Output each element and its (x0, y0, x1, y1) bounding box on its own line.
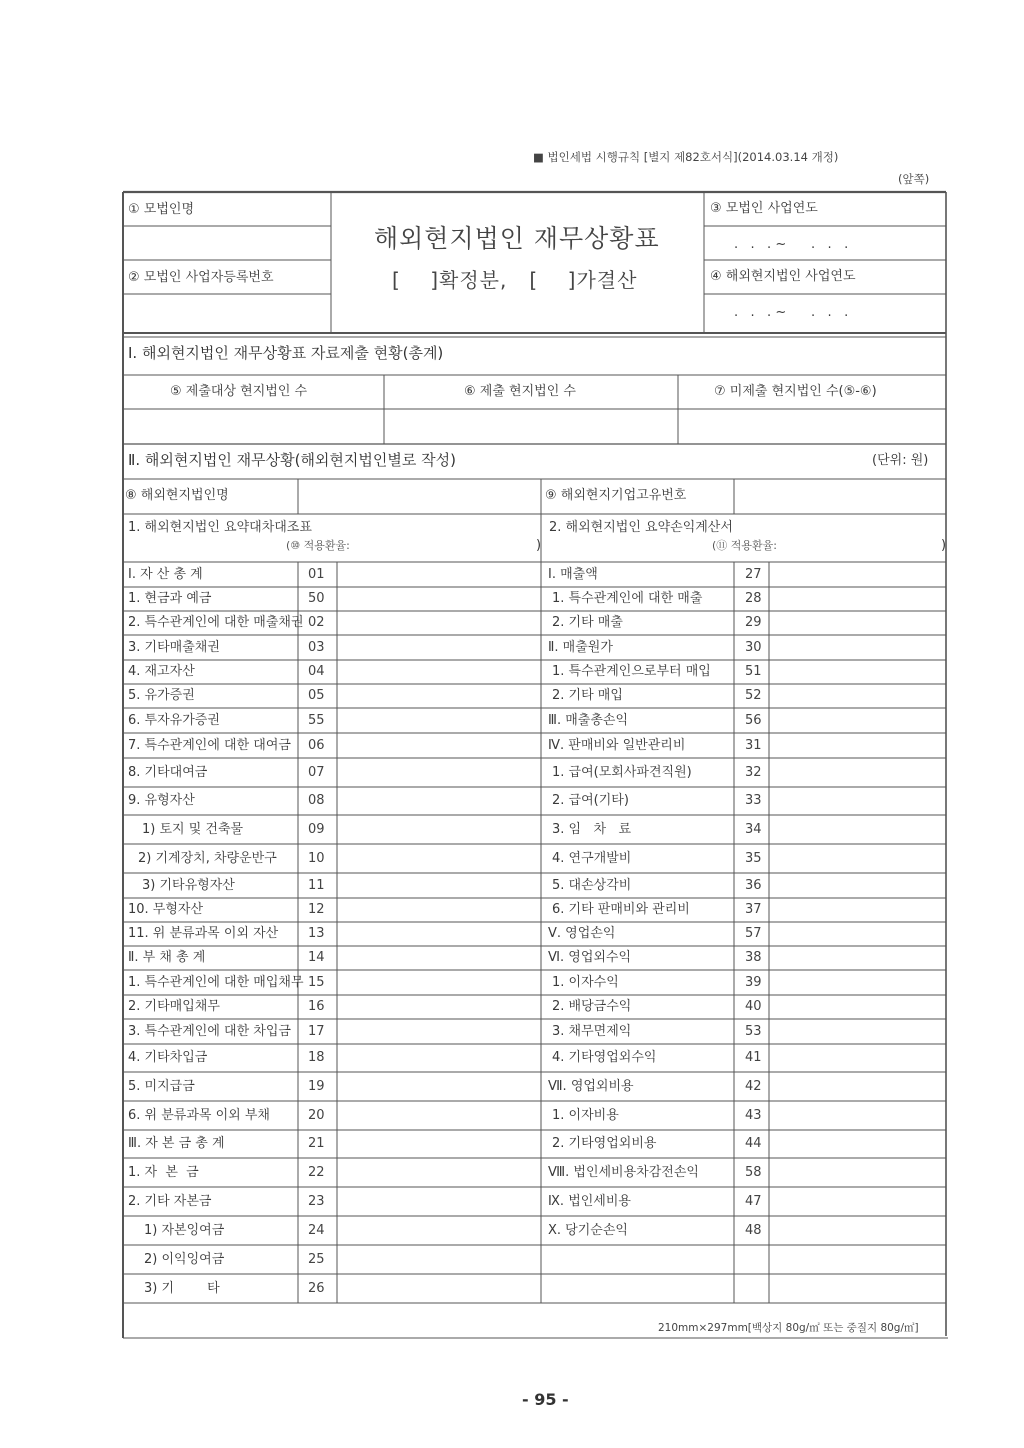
income-row-label: Ⅵ. 영업외수익 (548, 950, 632, 965)
income-row-code: 57 (745, 926, 762, 941)
balance-row-label: 7. 특수관계인에 대한 대여금 (128, 737, 291, 753)
balance-row-label: Ⅲ. 자 본 금 총 계 (128, 1136, 225, 1151)
balance-row-code: 25 (308, 1251, 325, 1267)
income-row-label: Ⅹ. 당기순손익 (548, 1222, 628, 1238)
income-row-code: 53 (745, 1023, 762, 1039)
balance-row-label: 5. 유가증권 (128, 688, 195, 703)
balance-rate-close: ) (536, 538, 542, 553)
balance-row-label: 1. 현금과 예금 (128, 591, 212, 606)
income-row-code: 40 (745, 999, 762, 1014)
paper-spec: 210mm×297mm[백상지 80g/㎡ 또는 중질지 80g/㎡] (658, 1322, 919, 1334)
income-row-code: 34 (745, 821, 762, 837)
income-row-label: Ⅶ. 영업외비용 (548, 1078, 634, 1094)
income-row-code: 38 (745, 950, 762, 965)
income-row-code: 33 (745, 793, 762, 808)
income-row-label: 5. 대손상각비 (552, 877, 632, 893)
income-row-code: 27 (745, 566, 762, 582)
income-row-label: 2. 기타 매입 (552, 688, 623, 703)
section1-col7: ⑦ 미제출 현지법인 수(⑤-⑥) (714, 384, 877, 399)
foreign-corp-id-label: ⑨ 해외현지기업고유번호 (545, 488, 687, 503)
parent-fiscal-year-label: ③ 모법인 사업연도 (710, 201, 818, 216)
income-row-label: 6. 기타 판매비와 관리비 (552, 902, 690, 917)
balance-rate-label: (⑩ 적용환율: (286, 539, 350, 552)
income-row-label: 1. 이자비용 (552, 1107, 619, 1123)
balance-row-code: 15 (308, 974, 325, 990)
balance-row-label: 3. 특수관계인에 대한 차입금 (128, 1023, 291, 1039)
balance-row-code: 16 (308, 999, 325, 1014)
balance-row-code: 12 (308, 902, 325, 917)
balance-row-label: 6. 투자유가증권 (128, 712, 220, 728)
balance-row-label: 4. 재고자산 (128, 664, 195, 679)
income-row-label: 1. 급여(모회사파견직원) (552, 764, 692, 780)
income-row-code: 58 (745, 1164, 762, 1180)
balance-row-code: 23 (308, 1193, 325, 1209)
balance-row-label: 11. 위 분류과목 이외 자산 (128, 926, 279, 941)
income-row-label: 1. 특수관계인으로부터 매입 (552, 664, 711, 679)
balance-row-label: Ⅰ. 자 산 총 계 (128, 566, 203, 582)
income-row-label: Ⅸ. 법인세비용 (548, 1193, 631, 1209)
income-row-label: Ⅲ. 매출총손익 (548, 712, 629, 728)
balance-row-code: 26 (308, 1280, 325, 1296)
income-row-code: 35 (745, 850, 762, 866)
foreign-corp-name-label: ⑧ 해외현지법인명 (125, 488, 229, 503)
balance-row-code: 06 (308, 737, 325, 753)
page-side-label: (앞쪽) (898, 172, 930, 186)
income-row-code: 43 (745, 1107, 762, 1123)
balance-row-code: 05 (308, 688, 325, 703)
balance-row-label: 3) 기타유형자산 (142, 877, 235, 893)
balance-row-code: 08 (308, 793, 325, 808)
balance-row-label: 2) 기계장치, 차량운반구 (138, 850, 277, 866)
income-row-code: 39 (745, 974, 762, 990)
page-number: - 95 - (522, 1390, 569, 1409)
balance-row-label: 5. 미지급금 (128, 1078, 195, 1094)
balance-row-code: 13 (308, 926, 325, 941)
income-row-code: 56 (745, 712, 762, 728)
balance-row-code: 19 (308, 1078, 325, 1094)
form-title: 해외현지법인 재무상황표 (374, 224, 660, 253)
income-row-label: Ⅰ. 매출액 (548, 566, 598, 582)
income-row-code: 52 (745, 688, 762, 703)
section2-title: Ⅱ. 해외현지법인 재무상황(해외현지법인별로 작성) (128, 451, 456, 469)
income-row-code: 29 (745, 615, 762, 630)
balance-row-code: 07 (308, 764, 325, 780)
income-rate-close: ) (941, 538, 947, 553)
income-row-code: 31 (745, 737, 762, 753)
balance-row-code: 24 (308, 1222, 325, 1238)
income-row-label: 2. 급여(기타) (552, 793, 629, 808)
balance-row-label: 2. 특수관계인에 대한 매출채권 (128, 615, 304, 630)
balance-row-code: 11 (308, 877, 325, 893)
balance-row-label: 1) 토지 및 건축물 (142, 821, 244, 837)
balance-row-label: 1. 자 본 금 (128, 1164, 199, 1180)
income-rate-label: (⑪ 적용환율: (712, 539, 777, 552)
income-row-code: 36 (745, 877, 762, 893)
balance-row-code: 18 (308, 1050, 325, 1065)
income-row-code: 48 (745, 1222, 762, 1238)
income-row-code: 44 (745, 1136, 762, 1151)
section1-col6: ⑥ 제출 현지법인 수 (464, 384, 576, 399)
balance-row-label: 2) 이익잉여금 (144, 1251, 225, 1267)
balance-row-label: 6. 위 분류과목 이외 부채 (128, 1107, 270, 1123)
income-row-code: 42 (745, 1078, 762, 1094)
income-row-code: 51 (745, 664, 762, 679)
income-row-code: 37 (745, 902, 762, 917)
form-subtitle: [ ]확정분, [ ]가결산 (392, 268, 638, 292)
balance-row-code: 22 (308, 1164, 325, 1180)
balance-row-label: 3. 기타매출채권 (128, 639, 220, 655)
balance-row-code: 17 (308, 1023, 325, 1039)
income-row-label: 1. 이자수익 (552, 974, 619, 990)
income-row-code: 47 (745, 1193, 762, 1209)
balance-row-label: 1) 자본잉여금 (144, 1222, 225, 1238)
income-row-code: 32 (745, 764, 762, 780)
balance-row-code: 55 (308, 712, 325, 728)
balance-row-label: 2. 기타 자본금 (128, 1193, 212, 1209)
sub-fiscal-year-value: . . . ~ . . . (734, 305, 849, 320)
income-row-label: 4. 기타영업외수익 (552, 1050, 657, 1065)
balance-row-label: Ⅱ. 부 채 총 계 (128, 950, 206, 965)
balance-row-label: 9. 유형자산 (128, 793, 195, 808)
balance-row-code: 03 (308, 639, 325, 655)
income-row-code: 28 (745, 591, 762, 606)
income-row-label: 2. 기타영업외비용 (552, 1136, 657, 1151)
parent-corp-name-label: ① 모법인명 (128, 202, 195, 217)
balance-row-label: 4. 기타차입금 (128, 1050, 208, 1065)
income-row-label: 1. 특수관계인에 대한 매출 (552, 591, 703, 606)
balance-row-code: 04 (308, 664, 325, 679)
parent-fiscal-year-value: . . . ~ . . . (734, 237, 849, 252)
parent-corp-bizno-label: ② 모법인 사업자등록번호 (128, 270, 274, 285)
income-row-code: 41 (745, 1050, 762, 1065)
balance-row-code: 50 (308, 591, 325, 606)
balance-row-code: 21 (308, 1136, 325, 1151)
balance-row-code: 20 (308, 1107, 325, 1123)
section1-title: Ⅰ. 해외현지법인 재무상황표 자료제출 현황(총계) (128, 344, 444, 362)
income-row-code: 30 (745, 639, 762, 655)
income-row-label: Ⅴ. 영업손익 (548, 926, 616, 941)
balance-row-code: 09 (308, 821, 325, 837)
unit-label: (단위: 원) (872, 453, 929, 468)
sub-fiscal-year-label: ④ 해외현지법인 사업연도 (710, 269, 856, 284)
income-statement-title: 2. 해외현지법인 요약손익계산서 (549, 520, 733, 535)
section1-col5: ⑤ 제출대상 현지법인 수 (170, 384, 308, 399)
balance-row-label: 10. 무형자산 (128, 902, 204, 917)
balance-row-code: 02 (308, 615, 325, 630)
balance-row-label: 1. 특수관계인에 대한 매입채무 (128, 974, 304, 990)
balance-row-code: 14 (308, 950, 325, 965)
income-row-label: 3. 채무면제익 (552, 1023, 632, 1039)
income-row-label: 3. 임 차 료 (552, 821, 632, 837)
income-row-label: Ⅷ. 법인세비용차감전손익 (548, 1164, 699, 1180)
income-row-label: 4. 연구개발비 (552, 850, 632, 866)
income-row-label: 2. 배당금수익 (552, 999, 632, 1014)
balance-row-code: 10 (308, 850, 325, 866)
balance-row-label: 2. 기타매입채무 (128, 999, 220, 1014)
balance-sheet-title: 1. 해외현지법인 요약대차대조표 (128, 520, 312, 535)
income-row-label: Ⅳ. 판매비와 일반관리비 (548, 737, 686, 753)
form-reference: ■ 법인세법 시행규칙 [별지 제82호서식](2014.03.14 개정) (533, 150, 839, 164)
balance-row-label: 8. 기타대여금 (128, 764, 208, 780)
income-row-label: 2. 기타 매출 (552, 615, 623, 630)
income-row-label: Ⅱ. 매출원가 (548, 639, 613, 655)
balance-row-label: 3) 기 타 (144, 1280, 220, 1296)
balance-row-code: 01 (308, 566, 325, 582)
